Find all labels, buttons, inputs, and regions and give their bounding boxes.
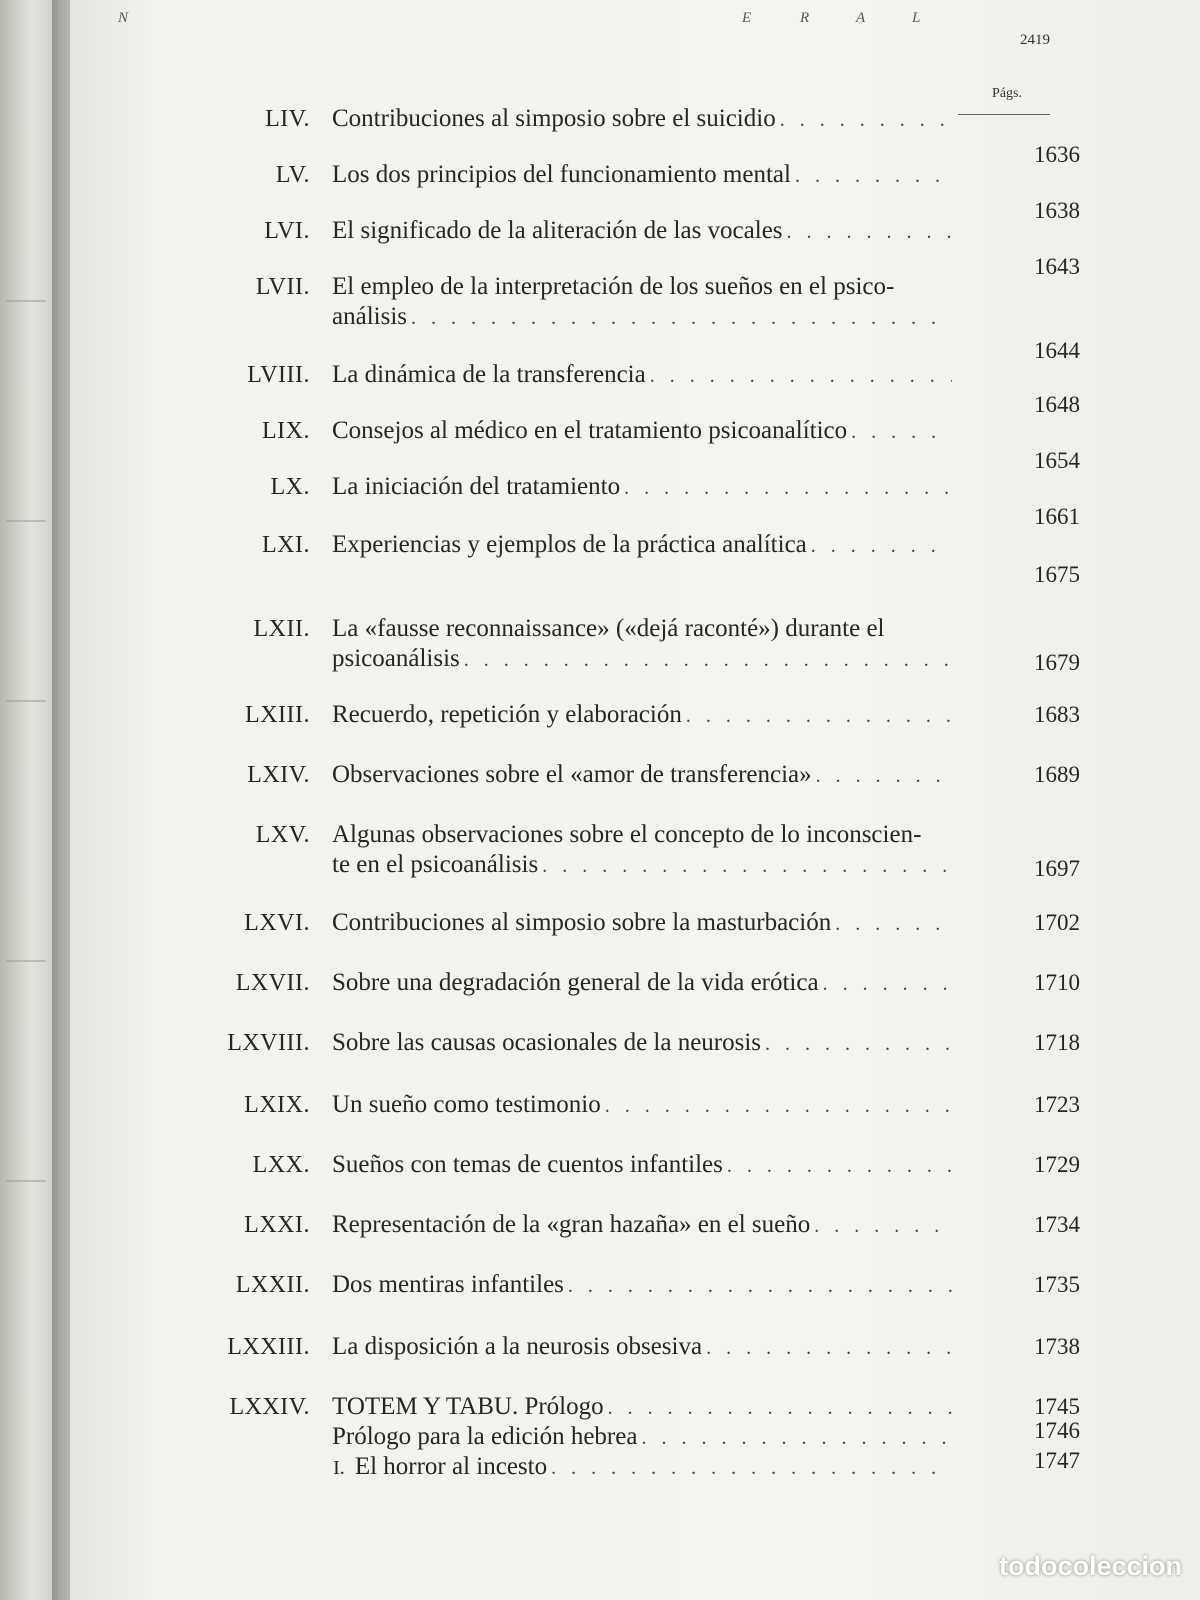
- chapter-title-line: La dinámica de la transferencia: [332, 361, 646, 388]
- page-reference: 1675: [1034, 562, 1080, 587]
- chapter-title-line: Sobre una degradación general de la vida erótica: [332, 969, 819, 996]
- book-page: [70, 0, 1200, 1600]
- chapter-title-line: te en el psicoanálisis: [332, 851, 539, 878]
- chapter-number: LXXI.: [244, 1212, 310, 1238]
- dot-leader: [814, 1211, 952, 1240]
- chapter-number: LXIX.: [244, 1092, 310, 1118]
- chapter-title: [332, 1422, 952, 1452]
- chapter-title-line: Los dos principios del funcionamiento mental: [332, 161, 791, 188]
- dot-leader: [835, 909, 952, 938]
- page-reference: 1636: [1034, 142, 1080, 167]
- page-reference: 1689: [1034, 762, 1080, 787]
- dot-leader: [816, 761, 952, 790]
- chapter-title-line: Un sueño como testimonio: [332, 1091, 601, 1118]
- chapter-title: [332, 1028, 952, 1058]
- dot-leader: [411, 303, 952, 332]
- chapter-number: LVIII.: [247, 362, 310, 388]
- table-of-contents: [70, 0, 1200, 1600]
- chapter-title: [332, 360, 952, 390]
- chapter-title: [332, 160, 952, 190]
- page-reference: 1654: [1034, 448, 1080, 473]
- section-number: I.: [333, 1457, 345, 1479]
- chapter-number: LXXIII.: [227, 1334, 310, 1360]
- chapter-number: LV.: [275, 162, 310, 188]
- chapter-title: [332, 700, 952, 730]
- page-reference: 1738: [1034, 1334, 1080, 1359]
- dot-leader: [542, 851, 952, 880]
- chapter-title-line: Recuerdo, repetición y elaboración: [332, 701, 682, 728]
- page-reference: 1735: [1034, 1272, 1080, 1297]
- dot-leader: [650, 361, 952, 390]
- chapter-title: [332, 968, 952, 998]
- chapter-number: LVI.: [264, 218, 310, 244]
- chapter-number: LXI.: [262, 532, 310, 558]
- chapter-number: LVII.: [255, 274, 310, 300]
- chapter-title: [332, 1392, 952, 1422]
- dot-leader: [811, 531, 952, 560]
- dot-leader: [727, 1151, 952, 1180]
- page-number: 2419: [1020, 32, 1050, 48]
- chapter-number: LIV.: [265, 106, 310, 132]
- chapter-title-line: El significado de la aliteración de las vocales: [332, 217, 783, 244]
- running-head-letter: R: [800, 10, 810, 26]
- chapter-title-line: El horror al incesto: [354, 1453, 548, 1480]
- page-reference: 1710: [1034, 970, 1080, 995]
- chapter-number: LIX.: [262, 418, 310, 444]
- dot-leader: [641, 1423, 952, 1452]
- chapter-title-line: La iniciación del tratamiento: [332, 473, 621, 500]
- chapter-title-line: análisis: [332, 303, 407, 330]
- page-reference: 1638: [1034, 198, 1080, 223]
- chapter-title-line: Algunas observaciones sobre el concepto de lo inconscien-: [332, 821, 922, 848]
- page-reference: 1697: [1034, 856, 1080, 881]
- chapter-number: LXII.: [253, 616, 310, 642]
- chapter-title: [332, 820, 952, 880]
- dot-leader: [624, 473, 952, 502]
- dot-leader: [851, 417, 952, 446]
- dot-leader: [795, 161, 952, 190]
- chapter-title: [332, 530, 952, 560]
- dot-leader: [780, 105, 952, 134]
- page-reference: 1679: [1034, 650, 1080, 675]
- chapter-title: [332, 1332, 952, 1362]
- dot-leader: [686, 701, 952, 730]
- page-reference: 1729: [1034, 1152, 1080, 1177]
- chapter-title-line: Contribuciones al simposio sobre el suicidio: [332, 105, 776, 132]
- dot-leader: [551, 1453, 952, 1482]
- chapter-number: LXVI.: [244, 910, 310, 936]
- dot-leader: [568, 1271, 952, 1300]
- watermark-logo: todocoleccion: [998, 1551, 1182, 1581]
- chapter-title-line: Contribuciones al simposio sobre la masturbación: [332, 909, 832, 936]
- facing-page-edge: [0, 0, 58, 1600]
- chapter-title-line: Observaciones sobre el «amor de transferencia»: [332, 761, 812, 788]
- chapter-title: [332, 472, 952, 502]
- dot-leader: [706, 1333, 952, 1362]
- dot-leader: [605, 1091, 952, 1120]
- page-reference: 1734: [1034, 1212, 1080, 1237]
- chapter-title-line: Experiencias y ejemplos de la práctica analítica: [332, 531, 807, 558]
- page-reference: 1683: [1034, 702, 1080, 727]
- page-reference: 1661: [1034, 504, 1080, 529]
- running-head-letter: A: [856, 10, 866, 26]
- running-head-letter: L: [912, 10, 921, 26]
- page-reference: 1723: [1034, 1092, 1080, 1117]
- running-head-letter: E: [742, 10, 752, 26]
- dot-leader: [464, 645, 952, 674]
- page-reference: 1643: [1034, 254, 1080, 279]
- chapter-title-line: La «fausse reconnaissance» («dejá raconté») durante el: [332, 615, 885, 642]
- chapter-title-line: La disposición a la neurosis obsesiva: [332, 1333, 703, 1360]
- chapter-title-line: Sueños con temas de cuentos infantiles: [332, 1151, 723, 1178]
- chapter-title: [332, 1150, 952, 1180]
- chapter-number: LXXIV.: [229, 1394, 310, 1420]
- page-reference: 1648: [1034, 392, 1080, 417]
- chapter-number: LXVII.: [235, 970, 310, 996]
- chapter-title: [332, 1452, 952, 1482]
- dot-leader: [765, 1029, 952, 1058]
- chapter-number: LX.: [270, 474, 310, 500]
- chapter-title: [332, 272, 952, 332]
- chapter-title-line: Dos mentiras infantiles: [332, 1271, 564, 1298]
- dot-leader: [787, 217, 952, 246]
- pages-column-label: Págs.: [992, 86, 1022, 101]
- chapter-title-line: psicoanálisis: [332, 645, 460, 672]
- page-reference: 1718: [1034, 1030, 1080, 1055]
- chapter-title-line: Consejos al médico en el tratamiento psicoanalítico: [332, 417, 848, 444]
- dot-leader: [823, 969, 952, 998]
- page-reference: 1702: [1034, 910, 1080, 935]
- page-reference: 1644: [1034, 338, 1080, 363]
- page-reference: 1746: [1034, 1418, 1080, 1443]
- chapter-title: [332, 1270, 952, 1300]
- chapter-number: LXX.: [252, 1152, 310, 1178]
- chapter-number: LXV.: [255, 822, 310, 848]
- chapter-title: [332, 614, 952, 674]
- chapter-title-line: El empleo de la interpretación de los sueños en el psico-: [332, 273, 895, 300]
- running-head-letter: N: [118, 10, 129, 26]
- chapter-number: LXXII.: [235, 1272, 310, 1298]
- page-reference: 1745: [1034, 1394, 1080, 1419]
- chapter-title: [332, 1210, 952, 1240]
- chapter-title-line: Prólogo para la edición hebrea: [332, 1423, 638, 1450]
- chapter-title: [332, 1090, 952, 1120]
- chapter-title: [332, 216, 952, 246]
- chapter-title: [332, 908, 952, 938]
- chapter-title: [332, 416, 952, 446]
- dot-leader: [608, 1393, 952, 1422]
- chapter-title: [332, 760, 952, 790]
- chapter-title-line: Representación de la «gran hazaña» en el sueño: [332, 1211, 811, 1238]
- page-reference: 1747: [1034, 1448, 1080, 1473]
- chapter-number: LXIV.: [247, 762, 310, 788]
- chapter-number: LXIII.: [245, 702, 310, 728]
- chapter-title-line: Sobre las causas ocasionales de la neurosis: [332, 1029, 762, 1056]
- chapter-number: LXVIII.: [227, 1030, 310, 1056]
- chapter-title: [332, 104, 952, 134]
- chapter-title-line: TOTEM Y TABU. Prólogo: [332, 1393, 604, 1420]
